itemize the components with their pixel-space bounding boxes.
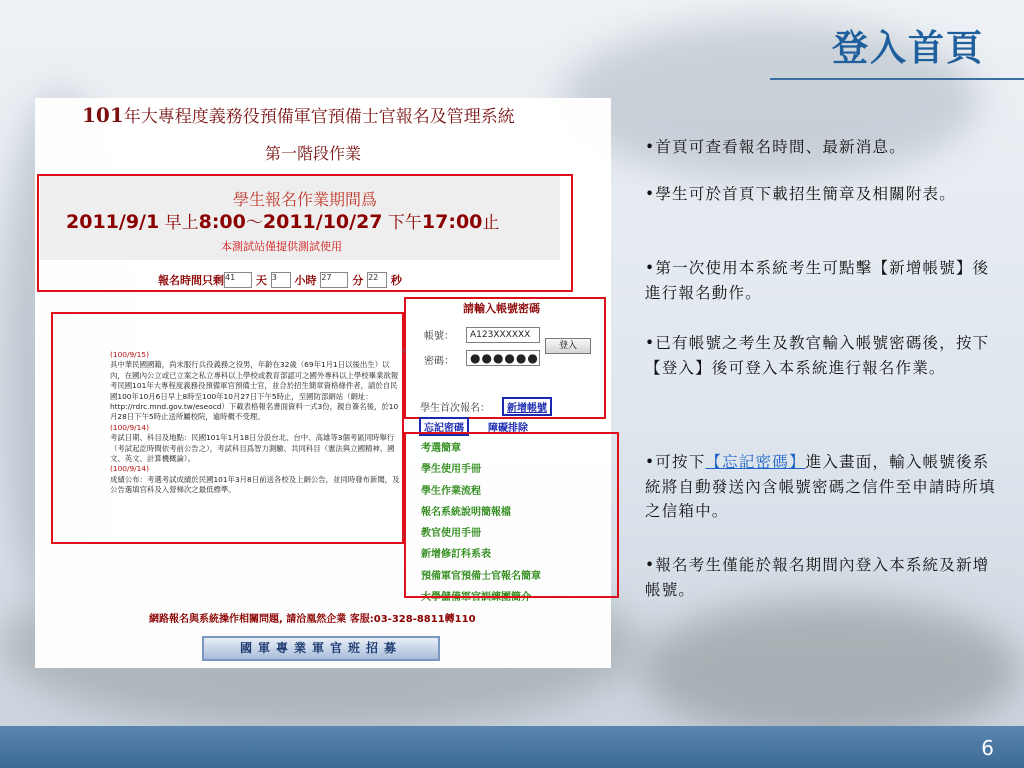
support-info: 網路報名與系統操作相關問題, 請洽凰然企業 客服:03-328-8811轉110 [149, 614, 476, 625]
link-item[interactable]: 教官使用手冊 [421, 528, 481, 540]
system-title: 101年大專程度義務役預備軍官預備士官報名及管理系統 [82, 103, 515, 127]
password-label: 密碼： [424, 356, 454, 367]
news-highlight-frame [51, 312, 404, 544]
days-field: 41 [224, 272, 252, 288]
first-time-label: 學生首次報名： [420, 403, 490, 414]
new-account-link[interactable]: 新增帳號 [502, 397, 552, 416]
hours-field: 3 [271, 272, 291, 288]
bullet-item: •首頁可查看報名時間、最新消息。 [645, 138, 906, 156]
link-item[interactable]: 大學儲備軍官訓練團簡介 [421, 592, 531, 604]
countdown: 報名時間只剩41 天 3 小時 27 分 22 秒 [158, 273, 402, 287]
footer-bar [0, 726, 1024, 768]
background-soldiers-image [640, 600, 1020, 740]
account-input[interactable]: A123XXXXXX [466, 327, 540, 343]
scroll-arrow-icon: › [402, 346, 406, 357]
seconds-field: 22 [367, 272, 387, 288]
account-label: 帳號： [424, 331, 454, 342]
forgot-password-link[interactable]: 忘記密碼 [419, 417, 469, 436]
link-item[interactable]: 預備軍官預備士官報名簡章 [421, 570, 541, 582]
slide-title: 登入首頁 [831, 27, 984, 69]
bullet-item: •學生可於首頁下載招生簡章及相關附表。 [645, 185, 956, 203]
news-item: (100/9/14) 成績公布：考選考試成績於民國101年3月8日前送各校及上網公告，並同時發布新聞，及公告選填官科及入營梯次之最低標準。 [110, 464, 400, 495]
link-item[interactable]: 報名系統說明簡報檔 [421, 506, 511, 518]
links-highlight-frame [404, 432, 619, 598]
news-item: (100/9/15) 具中華民國國籍，尚未服行兵役義務之役男，年齡在32歲（69年1月1日以後出生）以內，在國內公立或已立案之私立專科以上學校或教育部認可之國外專科以上學校畢業欲報考民國101年大專程度義務役預備軍官預備士官，並合於招生簡章資格條件者，請於自民國100年10月6日早上8時至100年10月27日下午5時止，至國防部網站（網址：http://rdrc.mnd.gov.tw/eseocd）下載表格報名書面資料一式3份，親自簽名後，於10月28日下午5時止送所屬校院，逾時概不受理。 [110, 350, 399, 422]
period-heading: 學生報名作業期間爲 [232, 190, 377, 209]
news-item: (100/9/14) 考試日期、科目及地點：民國101年1月18日分設台北、台中、高雄等3個考區同時舉行（考試起訖時間依考前公告之），考試科目爲智力測驗、共同科目（憲法與立國精神、國文、英文、計算機概論）。 [110, 422, 395, 464]
scroll-arrow-icon: › [402, 530, 406, 541]
period-dates: 2011/9/1 早上8:00～2011/10/27 下午17:00止 [66, 211, 500, 233]
title-divider [770, 78, 1024, 80]
link-item[interactable]: 考選簡章 [421, 443, 461, 454]
login-button[interactable]: 登入 [545, 338, 591, 354]
password-input[interactable]: ●●●●●● [466, 350, 540, 366]
bullet-item: •可按下【忘記密碼】進入畫面，輸入帳號後系統將自動發送內含帳號密碼之信件至申請時所填之信箱中。 [645, 453, 996, 520]
forgot-password-reference-link[interactable]: 【忘記密碼】 [705, 453, 806, 471]
period-highlight-frame [37, 174, 573, 292]
link-item[interactable]: 新增修訂科系表 [421, 549, 491, 561]
stage-title: 第一階段作業 [265, 144, 362, 163]
recruitment-banner[interactable]: 國軍專業軍官班招募 [202, 636, 440, 661]
link-item[interactable]: 學生作業流程 [421, 485, 481, 497]
login-heading: 請輸入帳號密碼 [463, 302, 540, 315]
bullet-item: •第一次使用本系統考生可點擊【新增帳號】後進行報名動作。 [645, 259, 990, 302]
page-number: 6 [981, 736, 994, 760]
bullet-item: •報名考生僅能於報名期間內登入本系統及新增帳號。 [645, 556, 990, 599]
bullet-item: •已有帳號之考生及教官輸入帳號密碼後，按下【登入】後可登入本系統進行報名作業。 [645, 334, 990, 377]
test-site-note: 本測試站僅提供測試使用 [221, 240, 342, 253]
link-item[interactable]: 學生使用手冊 [421, 464, 481, 476]
troubleshoot-link[interactable]: 障礙排除 [488, 423, 528, 434]
minutes-field: 27 [320, 272, 348, 288]
